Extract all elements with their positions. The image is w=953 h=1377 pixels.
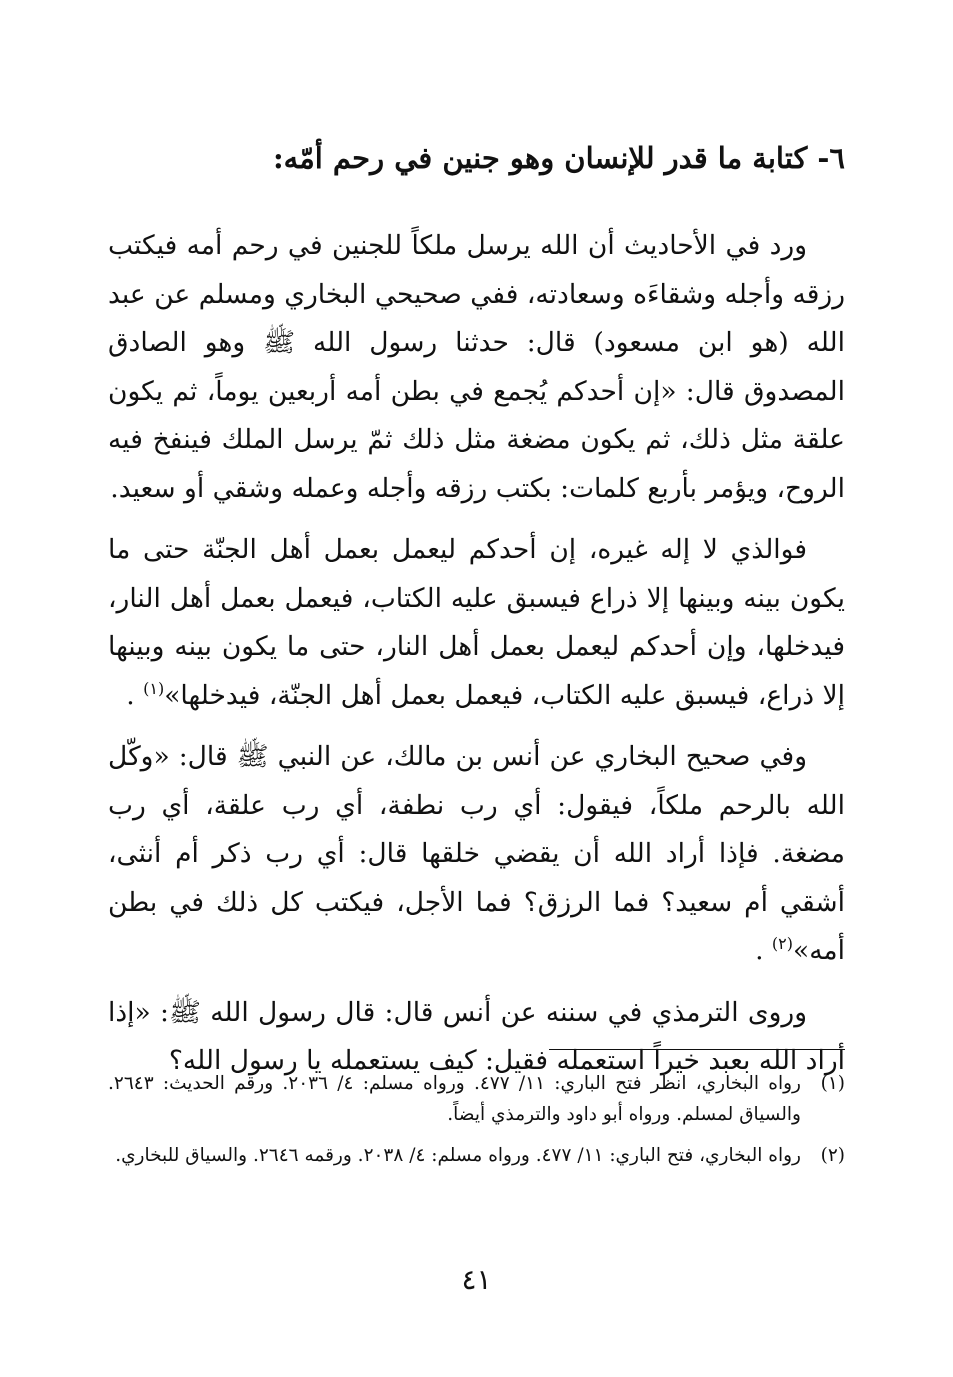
footnotes (108, 1068, 845, 1181)
footnote (108, 1068, 845, 1130)
body-text (108, 222, 845, 1099)
footnote-text: رواه البخاري، فتح الباري: ١١/ ٤٧٧. ورواه مسلم: ٤/ ٢٠٣٨. ورقمه ٢٦٤٦. والسياق للبخاري. (115, 1145, 801, 1166)
footnote-number: (٢) (820, 1145, 845, 1166)
section-heading: ٦- كتابة ما قدر للإنسان وهو جنين في رحم أمّه: (272, 141, 845, 175)
footnote-ref[interactable]: (١) (143, 678, 165, 698)
paragraph-text: وفي صحيح البخاري عن أنس بن مالك، عن النبي ﷺ قال: «وكّل الله بالرحم ملكاً، فيقول: أي رب نطفة، أي رب علقة، أي رب مضغة. فإذا أراد الله أن يقضي خلقها قال: أي رب ذكر أم أنثى، أشقي أم سعيد؟ فما الرزق؟ فما الأجل، فيكتب كل ذلك في بطن أمه» (108, 741, 845, 966)
footnote-text: رواه البخاري، انظر فتح الباري: ١١/ ٤٧٧. ورواه مسلم: ٤/ ٢٠٣٦. ورقم الحديث: ٢٦٤٣. والسياق لمسلم. ورواه أبو داود والترمذي أيضاً. (108, 1073, 801, 1125)
paragraph: فوالذي لا إله غيره، إن أحدكم ليعمل بعمل أهل الجنّة حتى ما يكون بينه وبينها إلا ذراع فيسبق عليه الكتاب، فيعمل بعمل أهل النار، فيدخلها، وإن أحدكم ليعمل بعمل أهل النار، حتى ما يكون بينه وبينها إلا ذراع، فيسبق عليه الكتاب، فيعمل بعمل أهل الجنّة، فيدخلها»$^{(١)}$ . (108, 534, 845, 711)
footnote-ref[interactable]: (٢) (771, 934, 794, 954)
paragraph-text: فوالذي لا إله غيره، إن أحدكم ليعمل بعمل أهل الجنّة حتى ما يكون بينه وبينها إلا ذراع فيسبق عليه الكتاب، فيعمل بعمل أهل النار، فيدخلها، وإن أحدكم ليعمل بعمل أهل النار، حتى ما يكون بينه وبينها إلا ذراع، فيسبق عليه الكتاب، فيعمل بعمل أهل الجنّة، فيدخلها» (108, 534, 845, 711)
footnote (108, 1140, 845, 1171)
paragraph (108, 222, 845, 513)
footnote-number: (١) (820, 1073, 845, 1094)
page-number: ٤١ (461, 1263, 492, 1296)
paragraph-text: وروى الترمذي في سننه عن أنس قال: قال رسول الله ﷺ: «إذا أراد الله بعبد خيراً استعمله فقيل: كيف يستعمله يا رسول الله؟ (108, 996, 845, 1076)
paragraph-text: ورد في الأحاديث أن الله يرسل ملكاً للجنين في رحم أمه فيكتب رزقه وأجله وشقاءَه وسعادته، ففي صحيحي البخاري ومسلم عن عبد الله (هو ابن مسعود) قال: حدثنا رسول الله ﷺ وهو الصادق المصدوق قال: «إن أحدكم يُجمع في بطن أمه أربعين يوماً، ثم يكون علقة مثل ذلك، ثم يكون مضغة مثل ذلك ثمّ يرسل الملك فينفخ فيه الروح، ويؤمر بأربع كلمات: بكتب رزقه وأجله وعمله وشقي أو سعيد. (108, 230, 845, 504)
footnote-divider (549, 1049, 845, 1050)
paragraph: وفي صحيح البخاري عن أنس بن مالك، عن النبي ﷺ قال: «وكّل الله بالرحم ملكاً، فيقول: أي رب نطفة، أي رب علقة، أي رب مضغة. فإذا أراد الله أن يقضي خلقها قال: أي رب ذكر أم أنثى، أشقي أم سعيد؟ فما الرزق؟ فما الأجل، فيكتب كل ذلك في بطن أمه»$^{(٢)}$ . (108, 741, 845, 966)
